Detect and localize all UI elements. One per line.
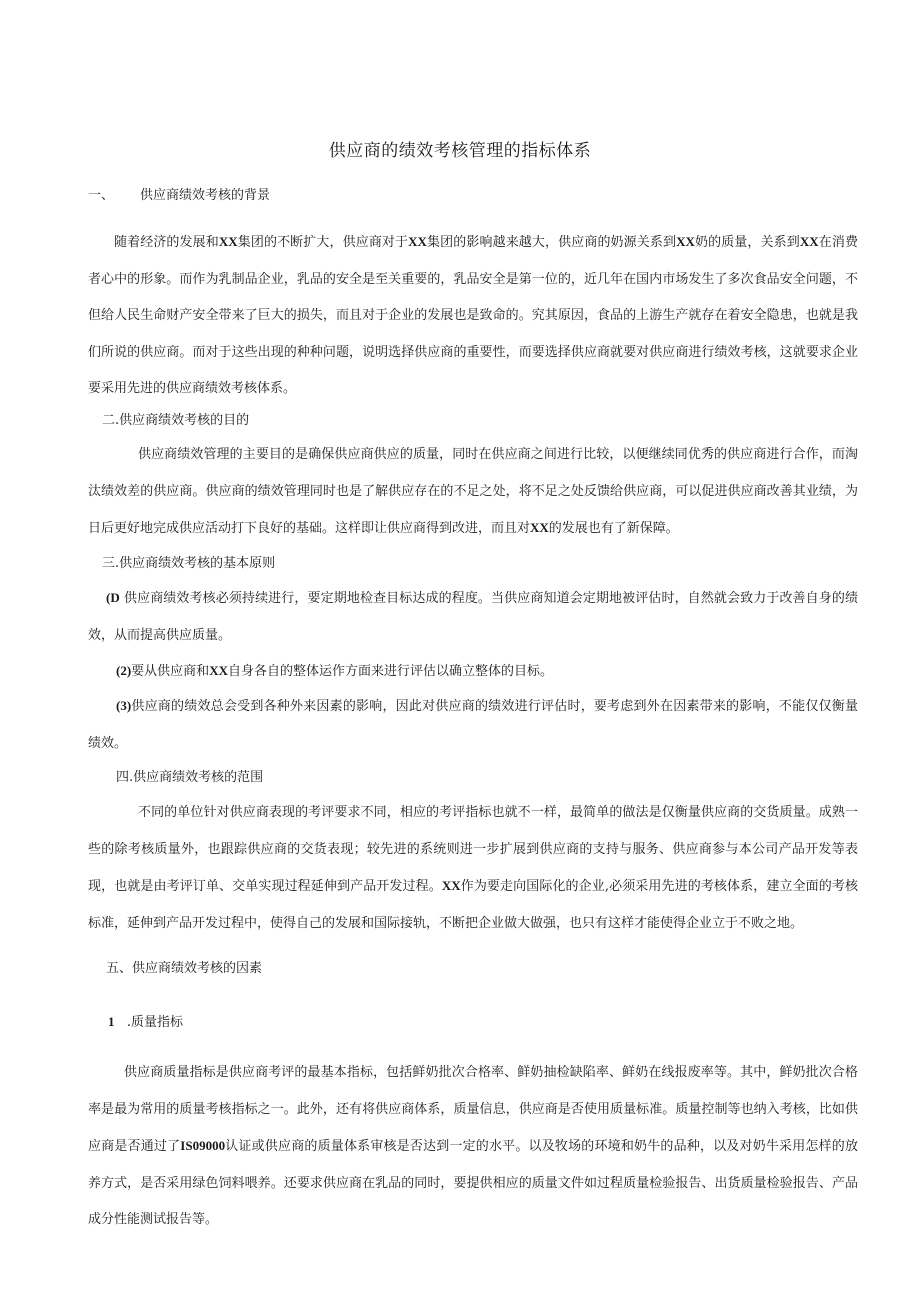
- principle-item-2: (2)要从供应商和XX自身各自的整体运作方面来进行评估以确立整体的目标。: [116, 663, 553, 679]
- paragraph-quality-indicators: 供应商质量指标是供应商考评的最基本指标，包括鲜奶批次合格率、鲜奶抽检缺陷率、鲜奶在线报废率等。其中，鲜奶批次合格率是最为常用的质量考核指标之一。此外，还有将供应商体系，质量信息，供应商是否使用质量标准。质量控制等也纳入考核，比如供应商是否通过了IS09000认证或供应商的质量体系审核是否达到一定的水平。以及牧场的环境和奶牛的品种，以及对奶牛采用怎样的放养方式，是否采用绿色饲料喂养。还要求供应商在乳品的同时，要提供相应的质量文件如过程质量检验报告、出货质量检验报告、产品成分性能测试报告等。: [88, 1065, 858, 1227]
- section-number: 一、: [88, 188, 115, 203]
- paragraph-purpose: 供应商绩效管理的主要目的是确保供应商供应的质量，同时在供应商之间进行比较，以便继续同优秀的供应商进行合作，而淘汰绩效差的供应商。供应商的绩效管理同时也是了解供应存在的不足之处，将不足之处反馈给供应商，可以促进供应商改善其业绩，为日后更好地完成供应活动打下良好的基础。这样即让供应商得到改进，而且对XX的发展也有了新保障。: [88, 447, 858, 536]
- principle-item-3: (3)供应商的绩效总会受到各种外来因素的影响，因此对供应商的绩效进行评估时，要考虑到外在因素带来的影响，不能仅仅衡量绩效。: [88, 698, 858, 751]
- document-title: 供应商的绩效考核管理的指标体系: [328, 141, 592, 161]
- subsection-number: 1: [108, 1014, 115, 1029]
- section-heading-1: [88, 187, 270, 205]
- paragraph-scope: 不同的单位针对供应商表现的考评要求不同，相应的考评指标也就不一样，最简单的做法是仅衡量供应商的交货质量。成熟一些的除考核质量外，也跟踪供应商的交货表现；较先进的系统则进一步扩展到供应商的支持与服务、供应商参与本公司产品开发等表现，也就是由考评订单、交单实现过程延伸到产品开发过程。XX作为要走向国际化的企业,必须采用先进的考核体系，建立全面的考核标准，延伸到产品开发过程中，使得自己的发展和国际接轨，不断把企业做大做强，也只有这样才能使得企业立于不败之地。: [88, 805, 858, 931]
- section-heading-2: 二.供应商绩效考核的目的: [102, 413, 250, 428]
- section-heading-4: 四.供应商绩效考核的范围: [116, 770, 264, 785]
- section-title: 供应商绩效考核的背景: [140, 188, 271, 203]
- principle-item-1: (D 供应商绩效考核必须持续进行，要定期地检查目标达成的程度。当供应商知道会定期地被评估时，自然就会致力于改善自身的绩效，从而提高供应质量。: [88, 590, 858, 643]
- section-heading-5: 五、供应商绩效考核的因素: [106, 961, 263, 976]
- subsection-title: .质量指标: [126, 1015, 184, 1030]
- section-heading-3: 三.供应商绩效考核的基本原则: [102, 556, 276, 571]
- subsection-heading-quality: [108, 1013, 183, 1032]
- paragraph-background: 随着经济的发展和XX集团的不断扩大，供应商对于XX集团的影响越来越大，供应商的奶源关系到XX奶的质量，关系到XX在消费者心中的形象。而作为乳制品企业，乳品的安全是至关重要的，乳品安全是第一位的，近几年在国内市场发生了多次食品安全问题，不但给人民生命财产安全带来了巨大的损失，而且对于企业的发展也是致命的。究其原因，食品的上游生产就存在着安全隐患，也就是我们所说的供应商。而对于这些出现的种种问题，说明选择供应商的重要性，而要选择供应商就要对供应商进行绩效考核，这就要求企业要采用先进的供应商绩效考核体系。: [88, 234, 858, 396]
